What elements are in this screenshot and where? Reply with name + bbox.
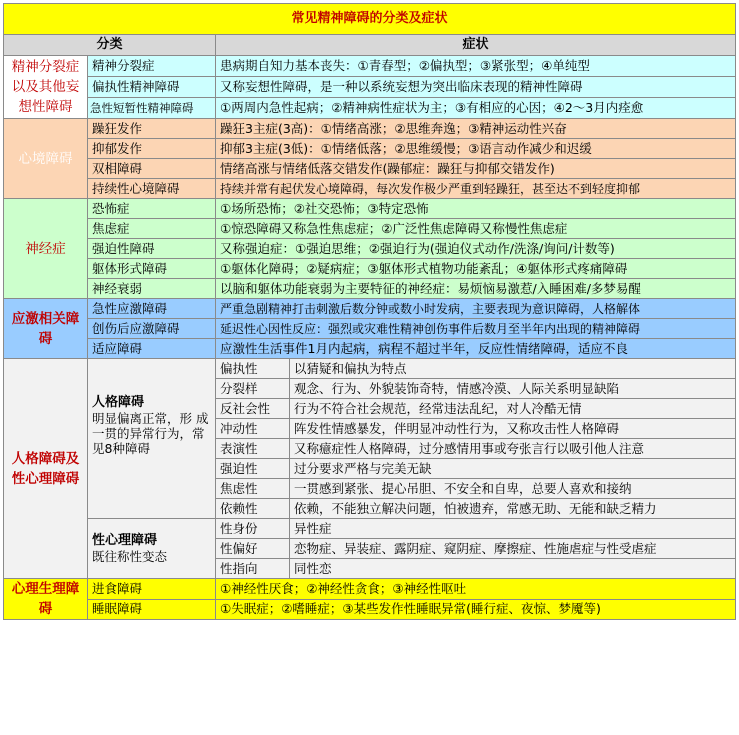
row-desc: 情绪高涨与情绪低落交错发作(躁郁症：躁狂与抑郁交错发作) (216, 159, 736, 179)
group-label: 人格障碍及性心理障碍 (4, 359, 88, 579)
classification-table (3, 3, 736, 620)
group-mood-disorders (4, 119, 736, 199)
row-name: 强迫性障碍 (88, 239, 216, 259)
subgroup-desc: 既往称性变态 (92, 549, 168, 564)
group-label: 心理生理障碍 (4, 579, 88, 620)
table-title: 常见精神障碍的分类及症状 (4, 4, 736, 35)
subgroup-personality (88, 359, 216, 519)
row-desc: 又称妄想性障碍，是一种以系统妄想为突出临床表现的精神性障碍 (216, 77, 736, 98)
group-schizophrenia (4, 56, 736, 119)
row-name: 躁狂发作 (88, 119, 216, 139)
row-desc: ①神经性厌食；②神经性贪食；③神经性呕吐 (216, 579, 736, 600)
row-name: 躯体形式障碍 (88, 259, 216, 279)
row-name: 依赖性 (216, 499, 290, 519)
row-desc: 躁狂3主症(3高)：①情绪高涨；②思维奔逸；③精神运动性兴奋 (216, 119, 736, 139)
row-desc: 又称强迫症：①强迫思维；②强迫行为(强迫仪式动作/洗涤/询问/计数等) (216, 239, 736, 259)
row-name: 偏执性精神障碍 (88, 77, 216, 98)
row-desc: 同性恋 (290, 559, 736, 579)
row-name: 精神分裂症 (88, 56, 216, 77)
row-name: 创伤后应激障碍 (88, 319, 216, 339)
row-name: 性指向 (216, 559, 290, 579)
row-desc: 恋物症、异装症、露阴症、窥阴症、摩擦症、性施虐症与性受虐症 (290, 539, 736, 559)
group-label: 神经症 (4, 199, 88, 299)
row-name: 持续性心境障碍 (88, 179, 216, 199)
row-desc: 应激性生活事件1月内起病，病程不超过半年，反应性情绪障碍，适应不良 (216, 339, 736, 359)
row-desc: 一贯感到紧张、提心吊胆、不安全和自卑，总要人喜欢和接纳 (290, 479, 736, 499)
group-label: 心境障碍 (4, 119, 88, 199)
subgroup-sexual (88, 519, 216, 579)
row-name: 性偏好 (216, 539, 290, 559)
row-desc: 过分要求严格与完美无缺 (290, 459, 736, 479)
group-label: 应激相关障碍 (4, 299, 88, 359)
subgroup-title: 人格障碍 (92, 395, 145, 410)
row-name: 反社会性 (216, 399, 290, 419)
row-name: 偏执性 (216, 359, 290, 379)
row-name: 分裂样 (216, 379, 290, 399)
row-name: 冲动性 (216, 419, 290, 439)
header-category: 分类 (4, 35, 216, 56)
row-name: 恐怖症 (88, 199, 216, 219)
row-name: 急性应激障碍 (88, 299, 216, 319)
row-desc: ①失眠症；②嗜睡症；③某些发作性睡眠异常(睡行症、夜惊、梦魇等) (216, 599, 736, 620)
row-desc: ①惊恐障碍又称急性焦虑症；②广泛性焦虑障碍又称慢性焦虑症 (216, 219, 736, 239)
row-desc: 依赖，不能独立解决问题，怕被遗弃，常感无助、无能和缺乏精力 (290, 499, 736, 519)
row-name: 强迫性 (216, 459, 290, 479)
row-desc: 异性症 (290, 519, 736, 539)
group-label: 精神分裂症以及其他妄想性障碍 (4, 56, 88, 119)
row-desc: ①场所恐怖；②社交恐怖；③特定恐怖 (216, 199, 736, 219)
row-desc: 持续并常有起伏发心境障碍，每次发作极少严重到轻躁狂，甚至达不到轻度抑郁 (216, 179, 736, 199)
row-desc: 又称癔症性人格障碍，过分感情用事或夸张言行以吸引他人注意 (290, 439, 736, 459)
row-name: 睡眠障碍 (88, 599, 216, 620)
row-name: 焦虑性 (216, 479, 290, 499)
row-name: 急性短暂性精神障碍 (88, 98, 216, 119)
row-name: 双相障碍 (88, 159, 216, 179)
row-desc: 观念、行为、外貌装饰奇特，情感冷漠、人际关系明显缺陷 (290, 379, 736, 399)
row-desc: 行为不符合社会规范，经常违法乱纪，对人冷酷无情 (290, 399, 736, 419)
row-desc: ①两周内急性起病；②精神病性症状为主；③有相应的心因；④2～3月内痊愈 (216, 98, 736, 119)
group-neurosis (4, 199, 736, 299)
row-desc: 患病期自知力基本丧失：①青春型；②偏执型；③紧张型；④单纯型 (216, 56, 736, 77)
row-name: 进食障碍 (88, 579, 216, 600)
header-symptom: 症状 (216, 35, 736, 56)
row-desc: 延迟性心因性反应：强烈或灾难性精神创伤事件后数月至半年内出现的精神障碍 (216, 319, 736, 339)
row-name: 性身份 (216, 519, 290, 539)
row-name: 适应障碍 (88, 339, 216, 359)
subgroup-title: 性心理障碍 (92, 533, 158, 548)
row-name: 神经衰弱 (88, 279, 216, 299)
row-name: 抑郁发作 (88, 139, 216, 159)
row-desc: 阵发性情感暴发，伴明显冲动性行为，又称攻击性人格障碍 (290, 419, 736, 439)
group-psychophysiological (4, 579, 736, 620)
subgroup-desc: 明显偏离正常，形 成一贯的异常行为，常见8种障碍 (92, 411, 209, 456)
row-desc: ①躯体化障碍；②疑病症；③躯体形式植物功能紊乱；④躯体形式疼痛障碍 (216, 259, 736, 279)
row-name: 表演性 (216, 439, 290, 459)
classification-table-container (3, 3, 735, 620)
row-desc: 以脑和躯体功能衰弱为主要特征的神经症：易烦恼易激惹/入睡困难/多梦易醒 (216, 279, 736, 299)
row-desc: 严重急剧精神打击刺激后数分钟或数小时发病，主要表现为意识障碍，人格解体 (216, 299, 736, 319)
group-stress-disorders (4, 299, 736, 359)
row-desc: 以猜疑和偏执为特点 (290, 359, 736, 379)
row-desc: 抑郁3主症(3低)：①情绪低落；②思维缓慢；③语言动作减少和迟缓 (216, 139, 736, 159)
group-personality-disorders (4, 359, 736, 579)
row-name: 焦虑症 (88, 219, 216, 239)
